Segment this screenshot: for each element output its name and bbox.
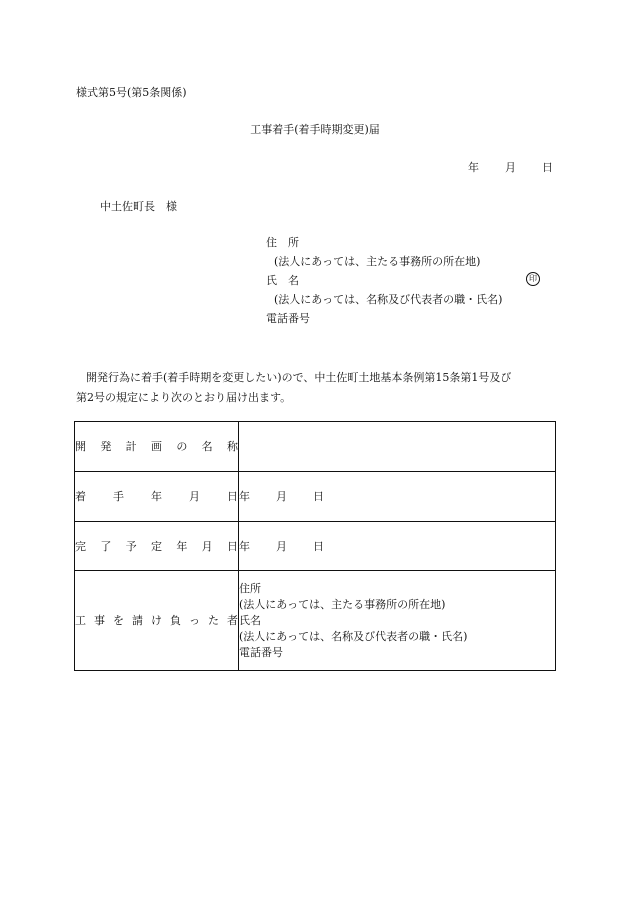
plan-name-field[interactable] [239,422,556,472]
row-label-completion-date: 完了予定年月日 [75,522,239,571]
completion-year-label: 年 [239,539,250,553]
contractor-name-note: (法人にあっては、名称及び代表者の職・氏名) [239,629,468,643]
contractor-phone-label: 電話番号 [239,645,283,659]
start-month-label: 月 [276,490,287,503]
applicant-name-note: (法人にあっては、名称及び代表者の職・氏名) [274,293,503,306]
completion-date-field[interactable] [239,522,556,571]
date-month-label: 月 [505,161,516,174]
row-label-start-date: 着手年月日 [75,472,239,522]
document-title: 工事着手(着手時期変更)届 [250,123,380,136]
date-day-label: 日 [542,161,553,174]
table-row [75,472,556,522]
applicant-name-label: 氏 名 [266,274,299,287]
row-label-contractor: 工事を請け負った者 [75,571,239,671]
contractor-address-note: (法人にあっては、主たる事務所の所在地) [239,597,446,611]
applicant-address-label: 住 所 [266,236,299,249]
completion-day-label: 日 [313,539,324,553]
applicant-phone-label: 電話番号 [266,312,310,325]
notification-table [74,421,556,671]
contractor-field[interactable] [239,571,556,671]
contractor-address-label: 住所 [239,581,261,595]
statement-line-1: 開発行為に着手(着手時期を変更したい)ので、中土佐町土地基本条例第15条第1号及び [86,371,512,384]
start-date-field[interactable] [239,472,556,522]
row-label-plan-name: 開発計画の名称 [75,422,239,472]
applicant-block [266,237,502,332]
applicant-address-note: (法人にあっては、主たる事務所の所在地) [274,255,481,268]
date-year-label: 年 [468,161,479,174]
seal-mark: 印 [526,272,540,286]
submission-date [468,162,553,173]
start-year-label: 年 [239,490,250,503]
contractor-name-label: 氏名 [239,613,261,627]
table-row [75,522,556,571]
table-row [75,571,556,671]
statement [76,368,556,408]
start-day-label: 日 [313,490,324,503]
addressee: 中土佐町長 様 [100,200,177,213]
form-number: 様式第5号(第5条関係) [76,86,187,99]
statement-line-2: 第2号の規定により次のとおり届け出ます。 [76,391,292,404]
table-row [75,422,556,472]
completion-month-label: 月 [276,539,287,553]
